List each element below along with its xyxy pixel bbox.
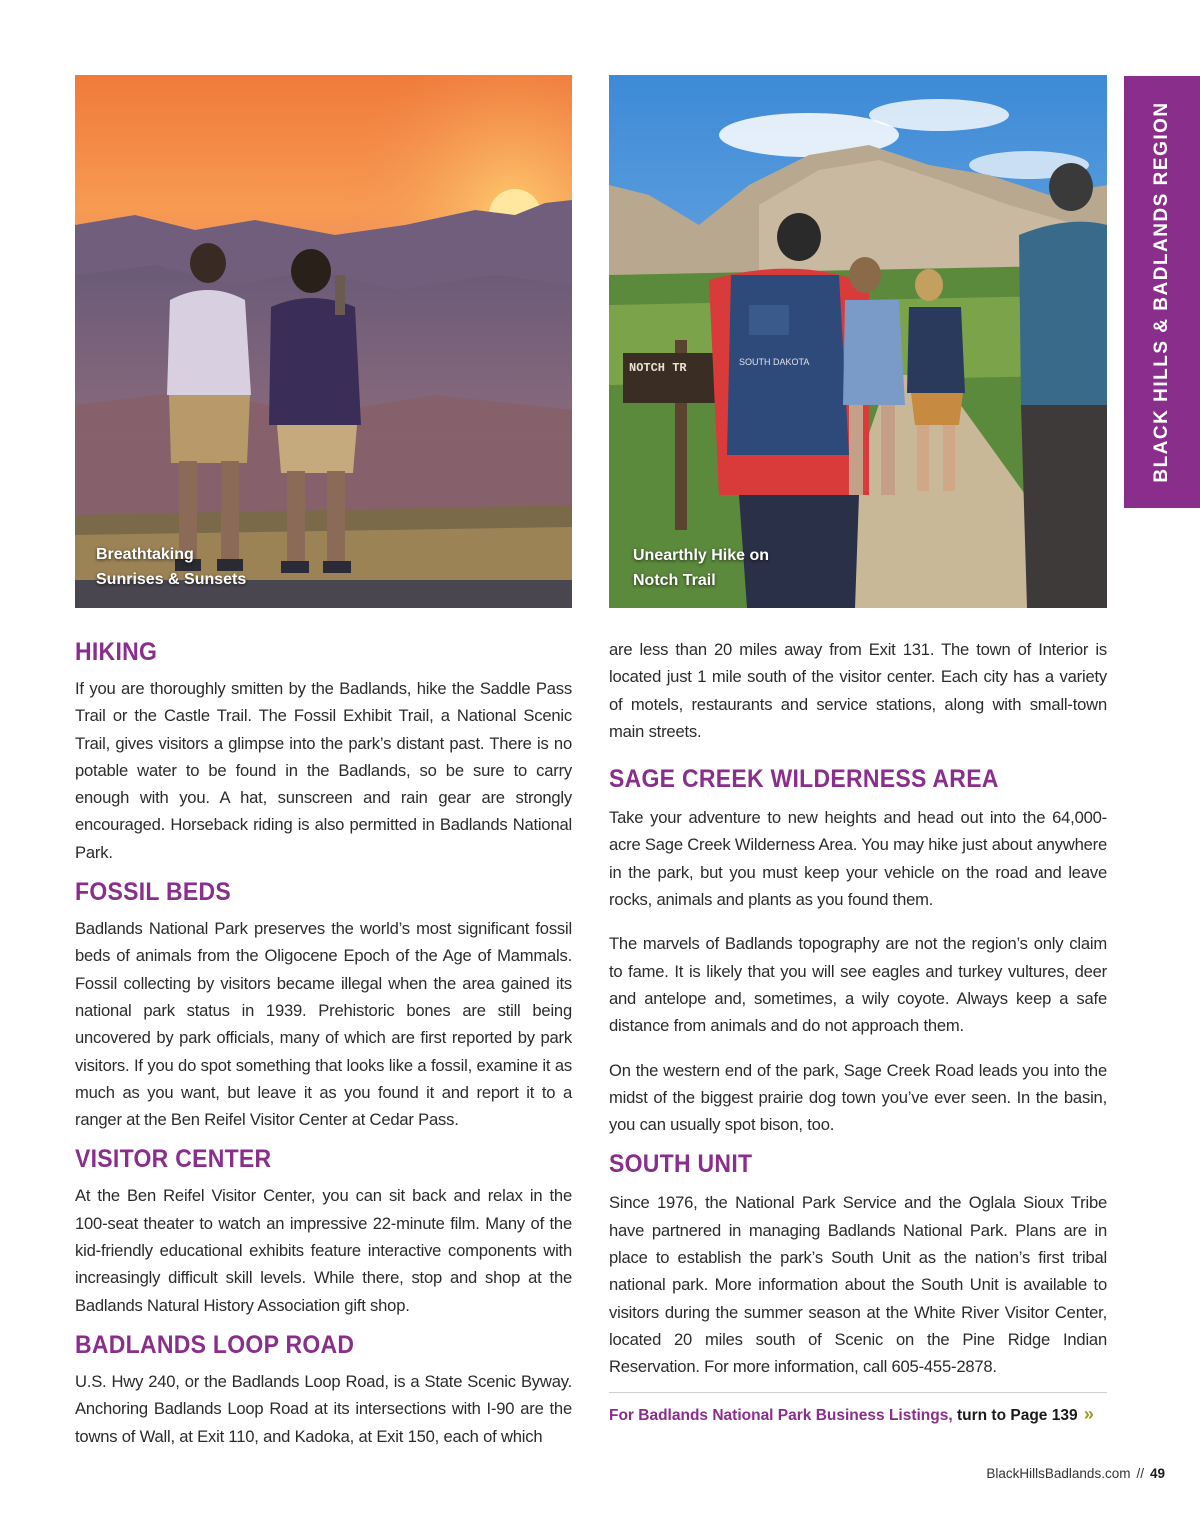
- caption-line: Unearthly Hike on: [633, 547, 770, 564]
- divider: [609, 1392, 1107, 1393]
- right-column: [609, 636, 1107, 1428]
- section-body: If you are thoroughly smitten by the Badlands, hike the Saddle Pass Trail or the Castle Trail. The Fossil Exhibit Trail, a National Scenic Trail, gives visitors a glimpse into the park’s distant past. There is no potable water to be found in the Badlands, so be sure to carry enough with you. A hat, sunscreen and rain gear are strongly encouraged. Horseback riding is also permitted in Badlands National Park.: [75, 679, 572, 862]
- listing-page-text[interactable]: turn to Page 139: [956, 1406, 1078, 1424]
- section-body: Take your adventure to new heights and head out into the 64,000-acre Sage Creek Wilderness Area. You may hike just about anywhere in the park, but you must keep your vehicle on the road and leave rocks, animals and plants as you found them.: [609, 808, 1108, 910]
- section-body: The marvels of Badlands topography are not the region’s only claim to fame. It is likely that you will see eagles and turkey vultures, deer and antelope and, sometimes, a wily coyote. Always keep a safe distance from animals and do not approach them.: [609, 934, 1107, 1036]
- business-listings-link[interactable]: [609, 1402, 1107, 1428]
- region-side-tab: [1124, 76, 1200, 508]
- left-column: [75, 636, 572, 1460]
- section-heading: SAGE CREEK WILDERNESS AREA: [609, 765, 999, 794]
- caption-line: Notch Trail: [633, 572, 716, 589]
- double-chevron-icon: »: [1083, 1403, 1090, 1424]
- footer-site: BlackHillsBadlands.com: [986, 1466, 1131, 1481]
- sunset-photo: [75, 75, 572, 608]
- section-heading: HIKING: [75, 638, 158, 666]
- visitor-center-section: [75, 1143, 572, 1318]
- sunset-photo-caption: [96, 542, 246, 592]
- trail-sign-text: NOTCH TR: [629, 361, 687, 375]
- sunset-photo-art: [75, 75, 572, 608]
- listing-link-text[interactable]: For Badlands National Park Business Listings,: [609, 1406, 953, 1424]
- caption-line: Sunrises & Sunsets: [96, 571, 247, 588]
- section-body: Since 1976, the National Park Service and the Oglala Sioux Tribe have partnered in managing Badlands National Park. Plans are in place to establish the park’s South Unit as the nation’s first tribal national park. More information about the South Unit is available to visitors during the summer season at the White River Visitor Center, located 20 miles south of Scenic on the Pine Ridge Indian Reservation. For more information, call 605-455-2878.: [609, 1193, 1107, 1377]
- page-number: 49: [1149, 1466, 1165, 1481]
- section-body: Badlands National Park preserves the world’s most significant fossil beds of animals from the Oligocene Epoch of the Age of Mammals. Fossil collecting by visitors became illegal when the area gained its national park status in 1939. Prehistoric bones are still being uncovered by park officials, many of which are first reported by park visitors. If you do spot something that looks like a fossil, examine it as much as you want, but leave it as you found it and report it to a ranger at the Ben Reifel Visitor Center at Cedar Pass.: [75, 919, 572, 1130]
- page-footer: [900, 1466, 1165, 1481]
- notch-trail-photo: [609, 75, 1107, 608]
- section-body: On the western end of the park, Sage Creek Road leads you into the midst of the biggest prairie dog town you’ve ever seen. In the basin, you can usually spot bison, too.: [609, 1060, 1107, 1135]
- section-heading: FOSSIL BEDS: [75, 878, 231, 907]
- footer-separator: //: [1136, 1466, 1144, 1481]
- caption-line: Breathtaking: [96, 546, 194, 563]
- section-heading: BADLANDS LOOP ROAD: [75, 1330, 355, 1359]
- section-body: U.S. Hwy 240, or the Badlands Loop Road, is a State Scenic Byway. Anchoring Badlands Loop Road at its intersections with I-90 are the towns of Wall, at Exit 110, and Kadoka, at Exit 150, each of which: [75, 1371, 572, 1446]
- section-body: At the Ben Reifel Visitor Center, you can sit back and relax in the 100-seat theater to watch an impressive 22-minute film. Many of the kid-friendly educational exhibits feature interactive components with increasingly difficult skill levels. While there, stop and shop at the Badlands Natural History Association gift shop.: [75, 1186, 572, 1315]
- region-side-tab-label: BLACK HILLS & BADLANDS REGION: [1151, 101, 1172, 483]
- notch-trail-photo-caption: [633, 543, 769, 593]
- section-heading: SOUTH UNIT: [609, 1150, 753, 1179]
- loop-road-section: [75, 1329, 572, 1450]
- fossil-beds-section: [75, 876, 572, 1133]
- section-heading: VISITOR CENTER: [75, 1145, 272, 1174]
- notch-trail-photo-art: [609, 75, 1107, 608]
- hiking-section: [75, 636, 572, 866]
- loop-road-continued: are less than 20 miles away from Exit 131. The town of Interior is located just 1 mile south of the visitor center. Each city has a variety of motels, restaurants and service stations, along with small-town main streets.: [609, 640, 1107, 741]
- backpack-text: SOUTH DAKOTA: [739, 357, 810, 367]
